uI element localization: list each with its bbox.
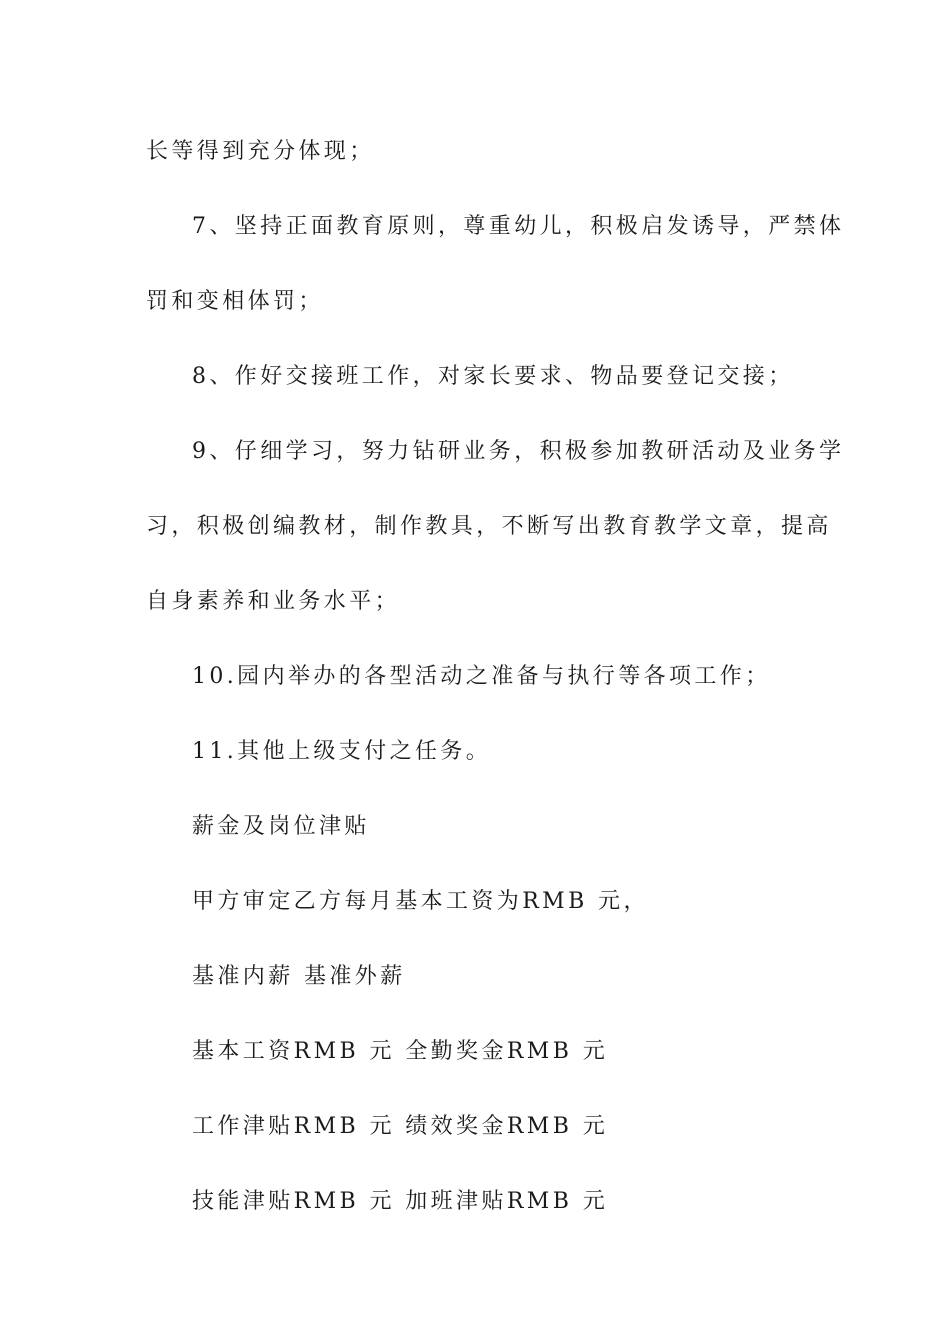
salary-item-line: 基本工资RMB 元 全勤奖金RMB 元 bbox=[192, 1039, 609, 1064]
paragraph-line: 8、作好交接班工作，对家长要求、物品要登记交接； bbox=[192, 364, 794, 389]
paragraph-line: 甲方审定乙方每月基本工资为RMB 元， bbox=[192, 889, 649, 914]
section-heading: 薪金及岗位津贴 bbox=[192, 814, 370, 839]
paragraph-line: 7、坚持正面教育原则，尊重幼儿，积极启发诱导，严禁体 bbox=[192, 214, 845, 239]
paragraph-line: 长等得到充分体现； bbox=[146, 139, 375, 164]
paragraph-line: 罚和变相体罚； bbox=[146, 289, 324, 314]
document-body bbox=[146, 128, 845, 1253]
paragraph-line: 9、仔细学习，努力钻研业务，积极参加教研活动及业务学 bbox=[192, 439, 845, 464]
paragraph-line: 习，积极创编教材，制作教具，不断写出教育教学文章，提高 bbox=[146, 514, 832, 539]
paragraph-line: 自身素养和业务水平； bbox=[146, 589, 401, 614]
paragraph-line: 10.园内举办的各型活动之准备与执行等各项工作； bbox=[192, 664, 771, 689]
salary-item-line: 技能津贴RMB 元 加班津贴RMB 元 bbox=[192, 1189, 609, 1214]
salary-item-line: 工作津贴RMB 元 绩效奖金RMB 元 bbox=[192, 1114, 609, 1139]
paragraph-line: 11.其他上级支付之任务。 bbox=[192, 739, 492, 764]
salary-header-line: 基准内薪 基准外薪 bbox=[192, 964, 406, 989]
